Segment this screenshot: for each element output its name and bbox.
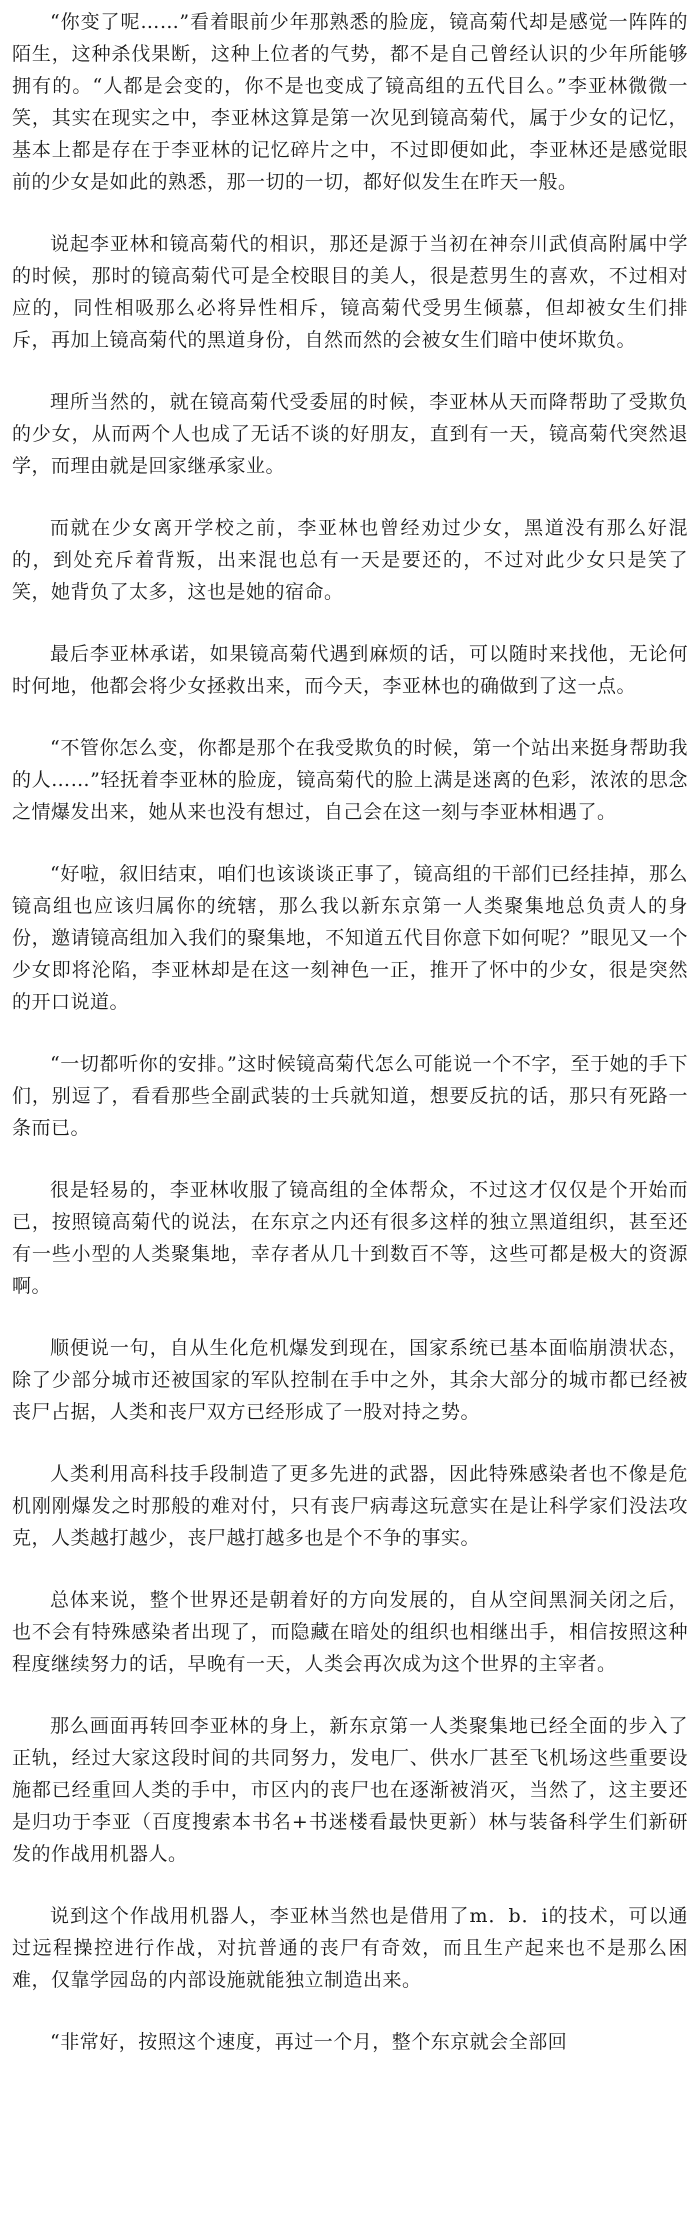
paragraph-8: “一切都听你的安排。”这时候镜高菊代怎么可能说一个不字，至于她的手下们，别逗了，看看那些全副武装的士兵就知道，想要反抗的话，那只有死路一条而已。 (12, 1053, 688, 1139)
paragraph-2: 说起李亚林和镜高菊代的相识，那还是源于当初在神奈川武偵高附属中学的时候，那时的镜高菊代可是全校眼目的美人，很是惹男生的喜欢，不过相对应的，同性相吸那么必将异性相斥，镜高菊代受男生倾慕，但却被女生们排斥，再加上镜高菊代的黑道身份，自然而然的会被女生们暗中使坏欺负。 (12, 233, 688, 351)
paragraph-12: 总体来说，整个世界还是朝着好的方向发展的，自从空间黑洞关闭之后，也不会有特殊感染者出现了，而隐藏在暗处的组织也相继出手，相信按照这种程度继续努力的话，早晚有一天，人类会再次成为这个世界的主宰者。 (12, 1589, 688, 1675)
paragraph-13: 那么画面再转回李亚林的身上，新东京第一人类聚集地已经全面的步入了正轨，经过大家这段时间的共同努力，发电厂、供水厂甚至飞机场这些重要设施都已经重回人类的手中，市区内的丧尸也在逐渐被消灭，当然了，这主要还是归功于李亚（百度搜索本书名+书迷楼看最快更新）林与装备科学生们新研发的作战用机器人。 (12, 1715, 688, 1865)
paragraph-10: 顺便说一句，自从生化危机爆发到现在，国家系统已基本面临崩溃状态，除了少部分城市还被国家的军队控制在手中之外，其余大部分的城市都已经被丧尸占据，人类和丧尸双方已经形成了一股对持之势。 (12, 1337, 688, 1423)
paragraph-6: “不管你怎么变，你都是那个在我受欺负的时候，第一个站出来挺身帮助我的人……”轻抚着李亚林的脸庞，镜高菊代的脸上满是迷离的色彩，浓浓的思念之情爆发出来，她从来也没有想过，自己会在这一刻与李亚林相遇了。 (12, 737, 688, 823)
paragraph-15: “非常好，按照这个速度，再过一个月，整个东京就会全部回 (50, 2031, 568, 2053)
paragraph-9: 很是轻易的，李亚林收服了镜高组的全体帮众，不过这才仅仅是个开始而已，按照镜高菊代的说法，在东京之内还有很多这样的独立黑道组织，甚至还有一些小型的人类聚集地，幸存者从几十到数百不等，这些可都是极大的资源啊。 (12, 1179, 688, 1297)
paragraph-5: 最后李亚林承诺，如果镜高菊代遇到麻烦的话，可以随时来找他，无论何时何地，他都会将少女拯救出来，而今天，李亚林也的确做到了这一点。 (12, 643, 688, 697)
paragraph-4: 而就在少女离开学校之前，李亚林也曾经劝过少女，黑道没有那么好混的，到处充斥着背叛，出来混也总有一天是要还的，不过对此少女只是笑了笑，她背负了太多，这也是她的宿命。 (12, 517, 688, 603)
paragraph-7: “好啦，叙旧结束，咱们也该谈谈正事了，镜高组的干部们已经挂掉，那么镜高组也应该归属你的统辖，那么我以新东京第一人类聚集地总负责人的身份，邀请镜高组加入我们的聚集地，不知道五代目你意下如何呢？”眼见又一个少女即将沦陷，李亚林却是在这一刻神色一正，推开了怀中的少女，很是突然的开口说道。 (12, 863, 688, 1013)
paragraph-11: 人类利用高科技手段制造了更多先进的武器，因此特殊感染者也不像是危机刚刚爆发之时那般的难对付，只有丧尸病毒这玩意实在是让科学家们没法攻克，人类越打越少，丧尸越打越多也是个不争的事实。 (12, 1463, 688, 1549)
paragraph-3: 理所当然的，就在镜高菊代受委屈的时候，李亚林从天而降帮助了受欺负的少女，从而两个人也成了无话不谈的好朋友，直到有一天，镜高菊代突然退学，而理由就是回家继承家业。 (12, 391, 688, 477)
paragraph-1: “你变了呢……”看着眼前少年那熟悉的脸庞，镜高菊代却是感觉一阵阵的陌生，这种杀伐果断，这种上位者的气势，都不是自己曾经认识的少年所能够拥有的。“人都是会变的，你不是也变成了镜高组的五代目么。”李亚林微微一笑，其实在现实之中，李亚林这算是第一次见到镜高菊代，属于少女的记忆，基本上都是存在于李亚林的记忆碎片之中，不过即便如此，李亚林还是感觉眼前的少女是如此的熟悉，那一切的一切，都好似发生在昨天一般。 (12, 11, 688, 193)
paragraph-14: 说到这个作战用机器人，李亚林当然也是借用了m．b．i的技术，可以通过远程操控进行作战，对抗普通的丧尸有奇效，而且生产起来也不是那么困难，仅靠学园岛的内部设施就能独立制造出来。 (12, 1905, 688, 1991)
